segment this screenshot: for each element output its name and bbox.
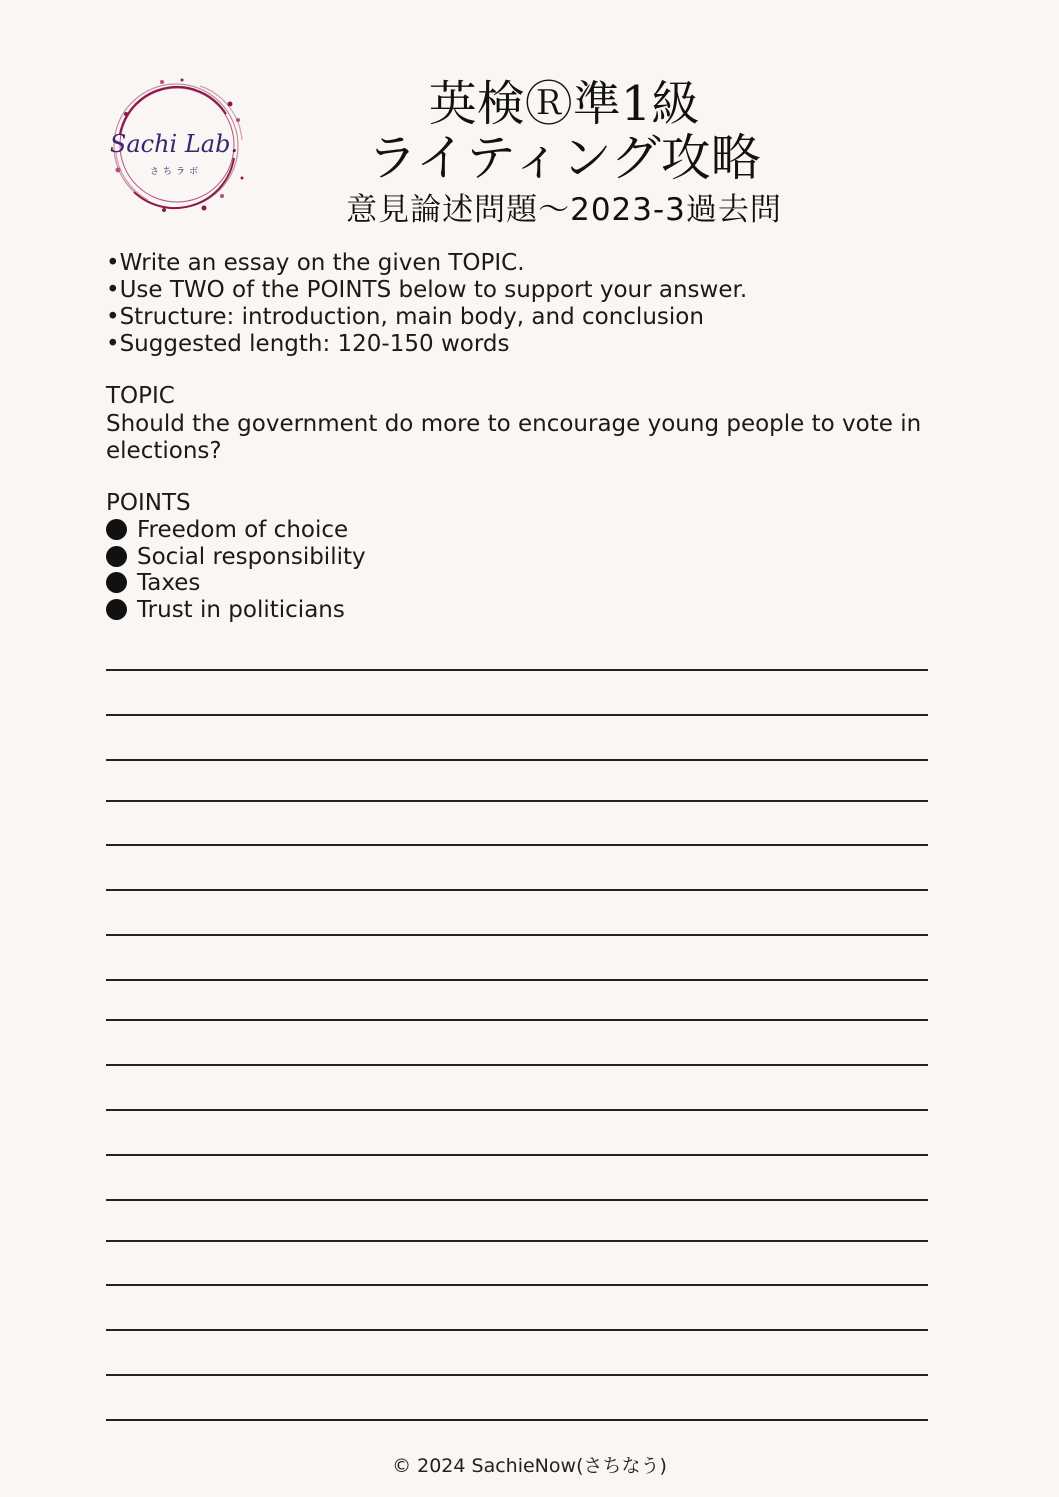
writing-line[interactable] bbox=[106, 1329, 928, 1331]
writing-line[interactable] bbox=[106, 1064, 928, 1066]
topic-heading: TOPIC bbox=[106, 383, 175, 409]
point-label: Trust in politicians bbox=[137, 597, 345, 624]
writing-line[interactable] bbox=[106, 1419, 928, 1421]
writing-line[interactable] bbox=[106, 800, 928, 802]
writing-line[interactable] bbox=[106, 1019, 928, 1021]
topic-text: Should the government do more to encourage young people to vote in elections? bbox=[106, 411, 922, 464]
points-heading: POINTS bbox=[106, 490, 191, 516]
writing-line[interactable] bbox=[106, 759, 928, 761]
point-label: Social responsibility bbox=[137, 543, 366, 570]
writing-line[interactable] bbox=[106, 1374, 928, 1376]
instruction-item: •Write an essay on the given TOPIC. bbox=[106, 250, 525, 276]
writing-line[interactable] bbox=[106, 714, 928, 716]
instruction-item: •Structure: introduction, main body, and conclusion bbox=[106, 304, 704, 330]
logo-name: Sachi Lab. bbox=[109, 130, 239, 158]
title-line-1: 英検Ⓡ準1級 bbox=[428, 76, 700, 132]
writing-line[interactable] bbox=[106, 1154, 928, 1156]
logo-kana: さちラボ bbox=[149, 167, 203, 177]
writing-area[interactable] bbox=[106, 0, 928, 1497]
writing-line[interactable] bbox=[106, 889, 928, 891]
writing-line[interactable] bbox=[106, 844, 928, 846]
instruction-item: •Suggested length: 120-150 words bbox=[106, 331, 510, 357]
point-label: Taxes bbox=[137, 570, 201, 597]
copyright-footer: © 2024 SachieNow(さちなう) bbox=[392, 1455, 667, 1477]
writing-line[interactable] bbox=[106, 669, 928, 671]
point-label: Freedom of choice bbox=[137, 517, 349, 543]
writing-line[interactable] bbox=[106, 1284, 928, 1286]
title-line-2: ライティング攻略 bbox=[367, 129, 761, 187]
instruction-item: •Use TWO of the POINTS below to support your answer. bbox=[106, 277, 748, 303]
writing-line[interactable] bbox=[106, 1109, 928, 1111]
writing-line[interactable] bbox=[106, 1240, 928, 1242]
writing-line[interactable] bbox=[106, 1199, 928, 1201]
title-line-3: 意見論述問題～2023-3過去問 bbox=[346, 192, 782, 228]
writing-line[interactable] bbox=[106, 979, 928, 981]
writing-line[interactable] bbox=[106, 934, 928, 936]
